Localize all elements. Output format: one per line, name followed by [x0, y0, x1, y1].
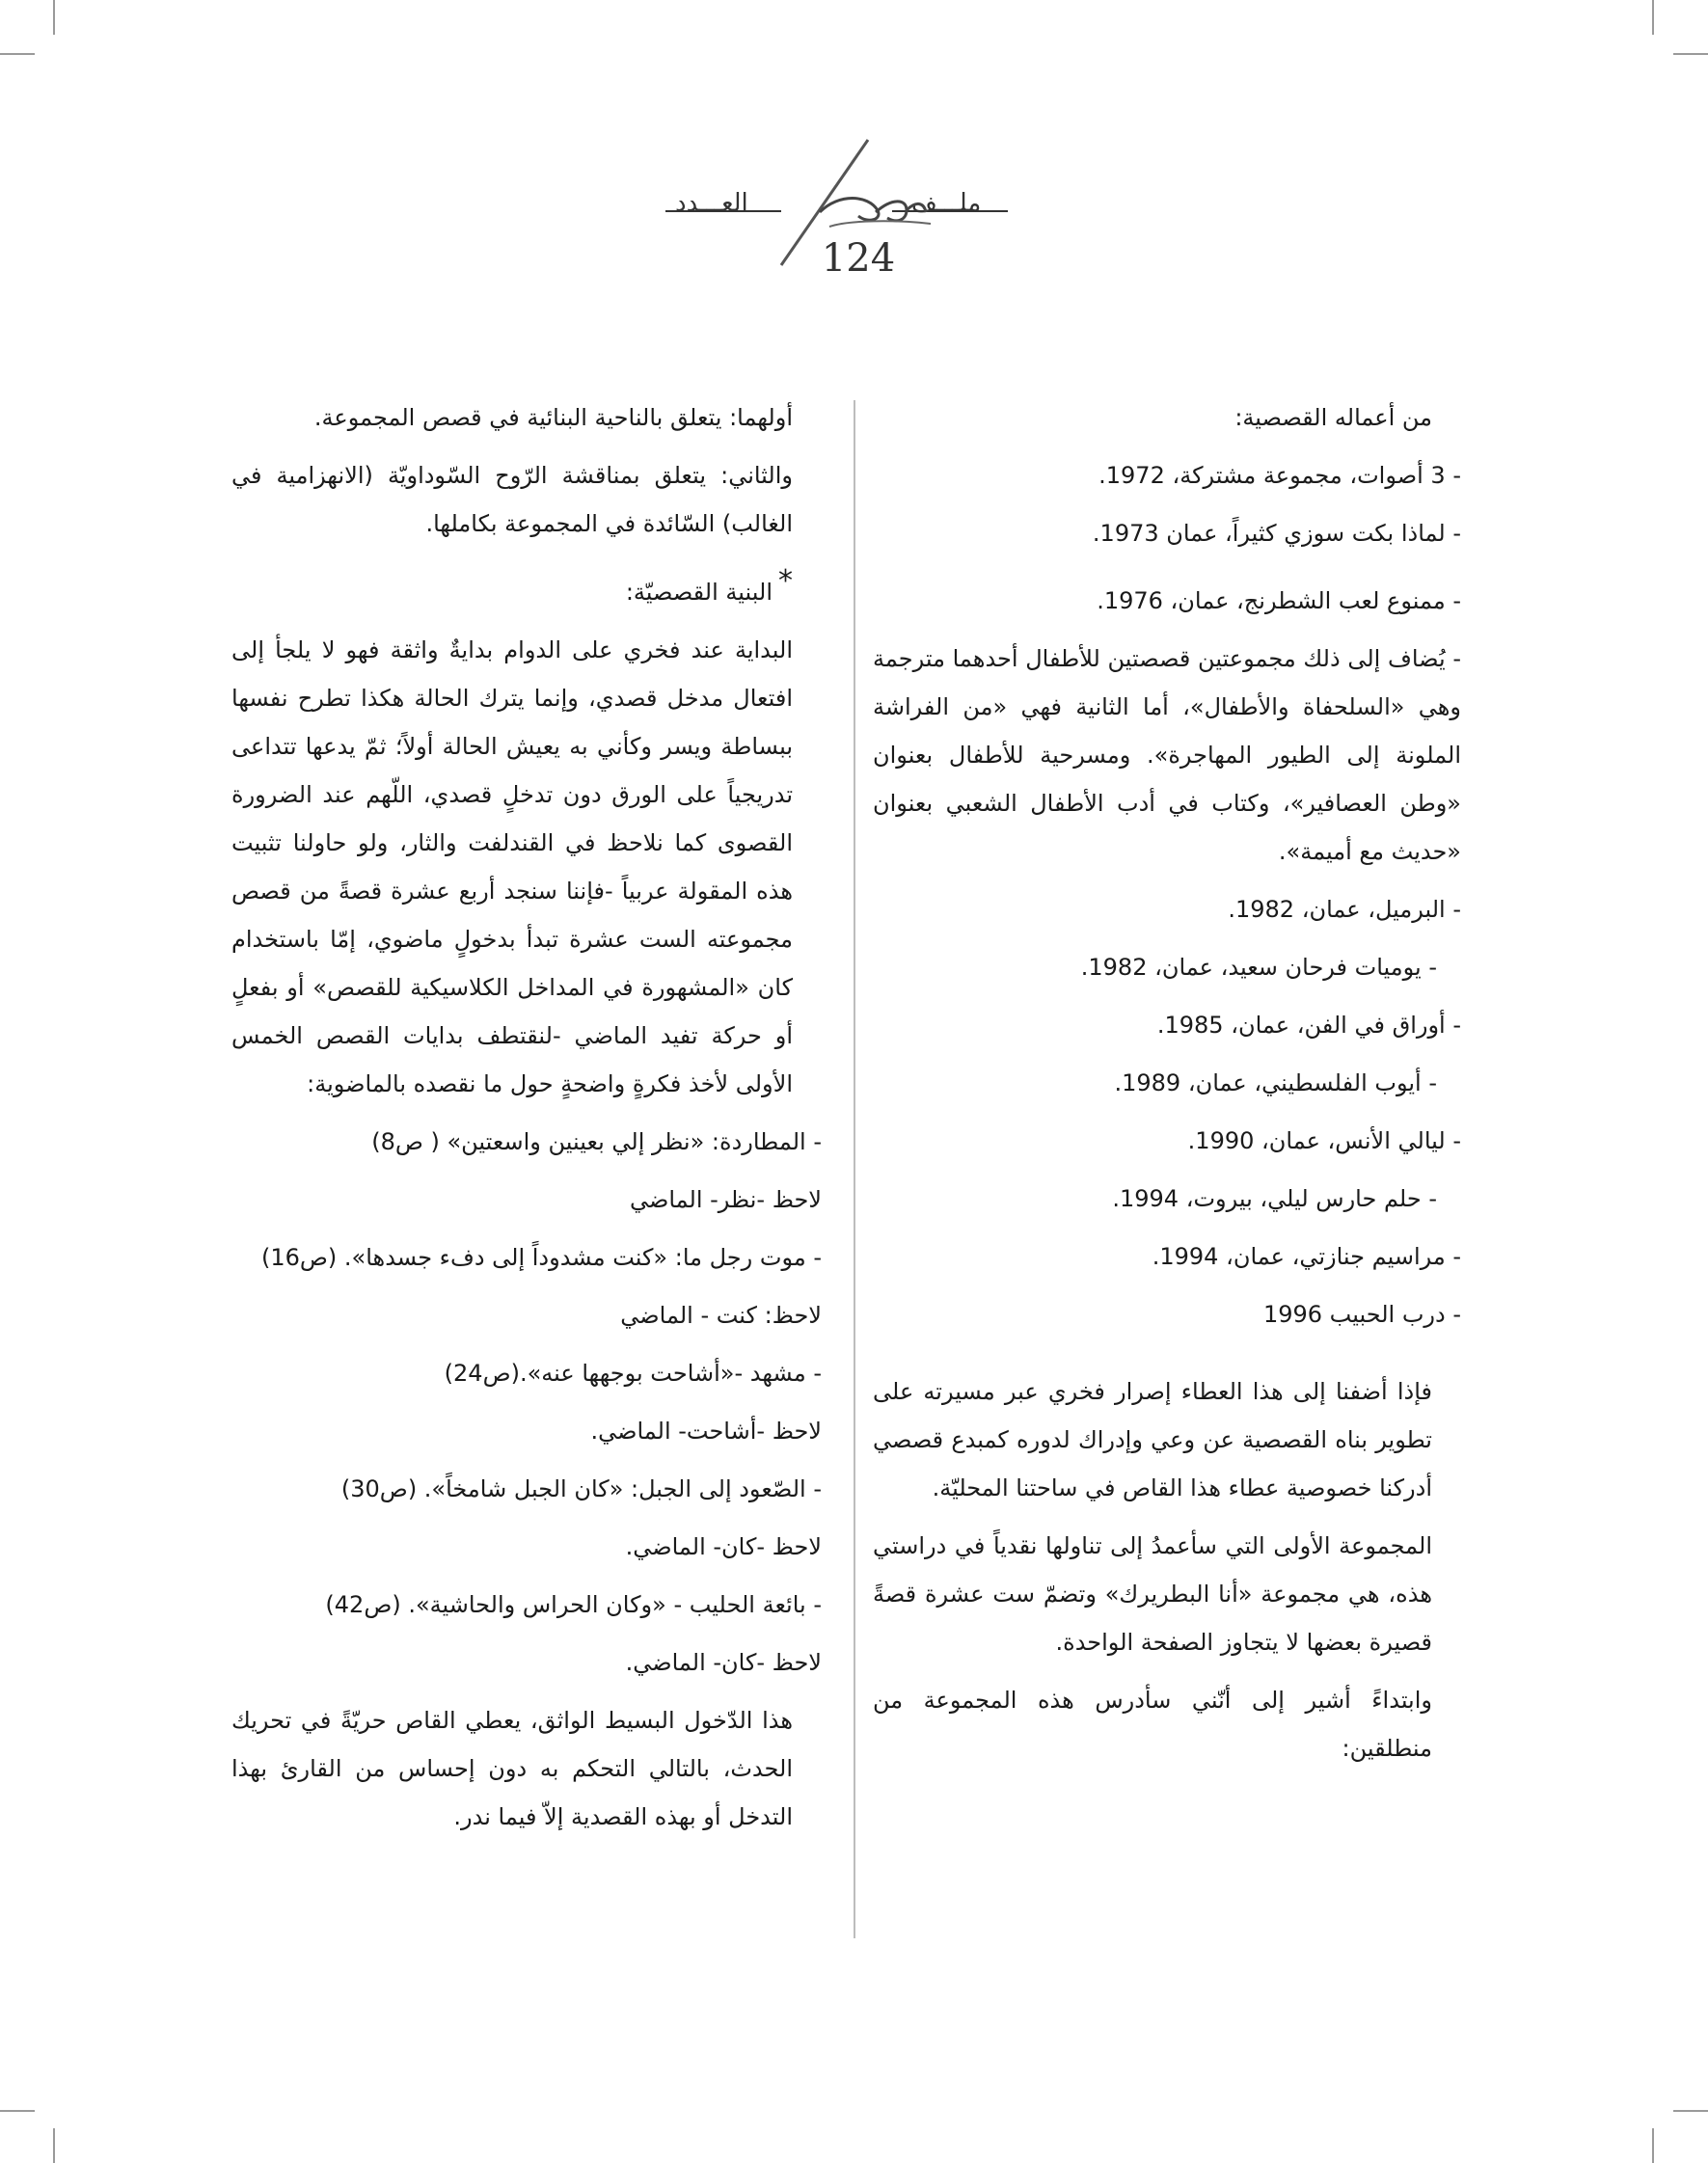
crop-mark: [1673, 2110, 1708, 2112]
list-item: - أوراق في الفن، عمان، 1985.: [1156, 1012, 1461, 1039]
list-item: - درب الحبيب 1996: [1262, 1301, 1461, 1328]
paragraph: البداية عند فخري على الدوام بدايةٌ واثقة فهو لا يلجأ إلى افتعال مدخل قصدي، وإنما يترك الحالة هكذا تطرح نفسها ببساطة ويسر وكأني به يعيش الحالة أولاً؛ ثمّ يدعها تتداعى تدريجياً على الورق دون تدخلٍ قصدي، اللّهم عند الضرورة القصوى كما نلاحظ في القندلفت والثار، ولو حاولنا تثبيت هذه المقولة عربياً -فإننا سنجد أربع عشرة قصةً من قصص مجموعته الست عشرة تبدأ بدخولٍ ماضوي، إمّا باستخدام كان «المشهورة في المداخل الكلاسيكية للقصص» أو بفعلٍ أو حركة تفيد الماضي -لنقتطف بدايات القصص الخمس الأولى لأخذ فكرةٍ واضحةٍ حول ما نقصده بالماضوية:: [231, 636, 793, 1097]
example-line: - مشهد -«أشاحت بوجهها عنه».(ص24): [444, 1360, 822, 1387]
section-heading: [231, 557, 822, 616]
example-note: لاحظ: كنت - الماضي: [620, 1302, 822, 1329]
example-note: لاحظ -أشاحت- الماضي.: [590, 1418, 822, 1445]
list-item: - مراسيم جنازتي، عمان، 1994.: [1152, 1243, 1461, 1270]
list-item: - لماذا بكت سوزي كثيراً، عمان 1973.: [1092, 520, 1461, 547]
list-item: - 3 أصوات، مجموعة مشتركة، 1972.: [1098, 462, 1461, 489]
header-left-word: العـــدد: [675, 189, 748, 218]
list-item: - يوميات فرحان سعيد، عمان، 1982.: [1080, 954, 1437, 981]
crop-mark: [1652, 0, 1654, 35]
example-note: لاحظ -كان- الماضي.: [625, 1533, 822, 1560]
paragraph: - يُضاف إلى ذلك مجموعتين قصصتين للأطفال أحدهما مترجمة وهي «السلحفاة والأطفال»، أما الثانية فهي «من الفراشة الملونة إلى الطيور المهاجرة». ومسرحية للأطفال بعنوان «وطن العصافير»، وكتاب في أدب الأطفال الشعبي بعنوان «حديث مع أميمة».: [873, 645, 1461, 865]
paragraph: هذا الدّخول البسيط الواثق، يعطي القاص حريّةً في تحريك الحدث، بالتالي التحكم به دون إحساس من القارئ بهذا التدخل أو بهذه القصدية إلاّ فيما ندر.: [231, 1707, 793, 1830]
example-note: لاحظ -نظر- الماضي: [629, 1186, 822, 1213]
crop-mark: [0, 2110, 35, 2112]
list-item: - ليالي الأنس، عمان، 1990.: [1187, 1127, 1461, 1154]
example-line: - المطاردة: «نظر إلي بعينين واسعتين» ( ص8): [371, 1128, 822, 1155]
crop-mark: [0, 53, 35, 55]
asterisk-mark: *: [778, 564, 793, 598]
example-line: - بائعة الحليب - «وكان الحراس والحاشية». (ص42): [325, 1591, 822, 1618]
paragraph: وابتداءً أشير إلى أنّني سأدرس هذه المجموعة من منطلقين:: [873, 1687, 1432, 1762]
crop-mark: [53, 2128, 55, 2163]
left-column: [231, 393, 822, 1851]
list-item: - ممنوع لعب الشطرنج، عمان، 1976.: [1097, 587, 1461, 614]
header-right-word: ملـــف: [911, 189, 982, 218]
example-note: لاحظ -كان- الماضي.: [625, 1649, 822, 1676]
list-item: - أيوب الفلسطيني، عمان، 1989.: [1114, 1069, 1437, 1096]
paragraph: فإذا أضفنا إلى هذا العطاء إصرار فخري عبر مسيرته على تطوير بناه القصصية عن وعي وإدراك لدوره كمبدع قصصي أدركنا خصوصية عطاء هذا القاص في ساحتنا المحليّة.: [873, 1378, 1432, 1501]
paragraph: أولهما: يتعلق بالناحية البنائية في قصص المجموعة.: [313, 404, 793, 431]
crop-mark: [53, 0, 55, 35]
right-column: [873, 393, 1461, 1782]
crop-mark: [1673, 53, 1708, 55]
example-line: - الصّعود إلى الجبل: «كان الجبل شامخاً». (ص30): [340, 1475, 822, 1502]
paragraph: المجموعة الأولى التي سأعمدُ إلى تناولها نقدياً في دراستي هذه، هي مجموعة «أنا البطريرك» وتضمّ ست عشرة قصةً قصيرة بعضها لا يتجاوز الصفحة الواحدة.: [873, 1532, 1432, 1656]
works-heading: من أعماله القصصية:: [1234, 404, 1432, 431]
page-number: 124: [821, 236, 896, 281]
example-line: - موت رجل ما: «كنت مشدوداً إلى دفء جسدها». (ص16): [260, 1244, 822, 1271]
section-title: البنية القصصيّة:: [625, 579, 773, 606]
list-item: - حلم حارس ليلي، بيروت، 1994.: [1112, 1185, 1437, 1212]
column-divider: [854, 400, 855, 1938]
paragraph: والثاني: يتعلق بمناقشة الرّوح السّوداويّة (الانهزامية في الغالب) السّائدة في المجموعة بكاملها.: [231, 462, 793, 537]
list-item: - البرميل، عمان، 1982.: [1228, 896, 1461, 923]
crop-mark: [1652, 2128, 1654, 2163]
